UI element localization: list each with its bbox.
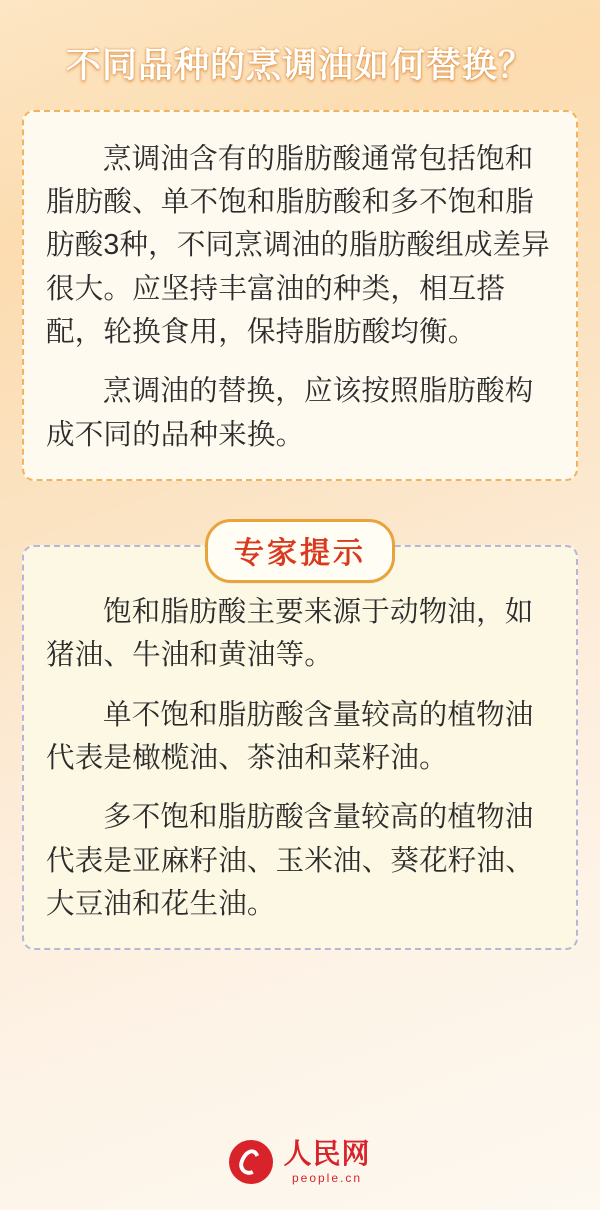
info-card-general <box>22 110 578 481</box>
expert-tip-badge: 专家提示 <box>205 519 395 583</box>
people-cn-logo-icon <box>229 1140 273 1184</box>
paragraph: 烹调油的替换，应该按照脂肪酸构成不同的品种来换。 <box>46 375 534 451</box>
info-card-expert-tips <box>22 545 578 950</box>
brand-text <box>283 1140 370 1184</box>
page-title: 不同品种的烹调油如何替换？ <box>65 46 534 85</box>
paragraph: 饱和脂肪酸主要来源于动物油，如猪油、牛油和黄油等。 <box>46 595 534 672</box>
brand-name-en: people.cn <box>291 1171 363 1185</box>
paragraph: 单不饱和脂肪酸含量较高的植物油代表是橄榄油、茶油和菜籽油。 <box>46 698 534 774</box>
brand-name-cn: 人民网 <box>283 1138 371 1169</box>
footer-brand <box>0 1140 600 1184</box>
paragraph: 烹调油含有的脂肪酸通常包括饱和脂肪酸、单不饱和脂肪酸和多不饱和脂肪酸3种，不同烹调油的脂肪酸组成差异很大。应坚持丰富油的种类，相互搭配，轮换食用，保持脂肪酸均衡。 <box>46 142 550 348</box>
paragraph: 多不饱和脂肪酸含量较高的植物油代表是亚麻籽油、玉米油、葵花籽油、大豆油和花生油。 <box>46 801 534 920</box>
